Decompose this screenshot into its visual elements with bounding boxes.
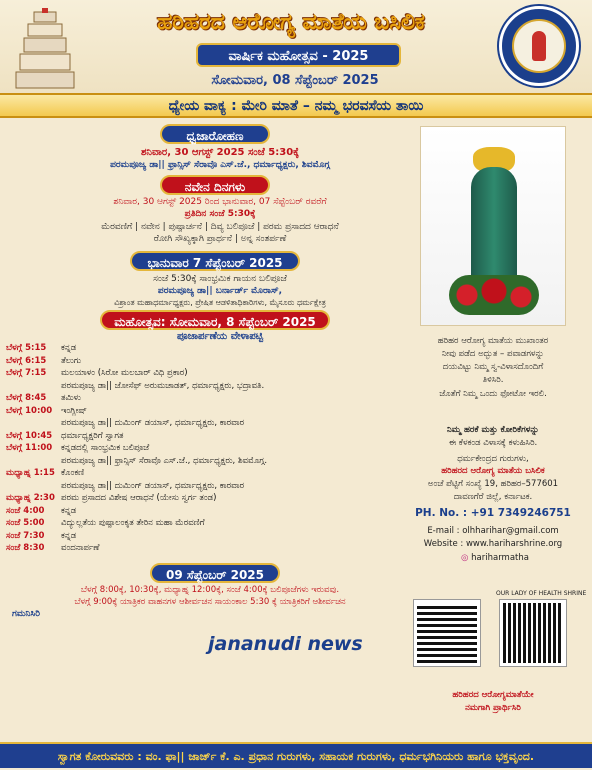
festival-label: ವಾರ್ಷಿಕ ಮಹೋತ್ಸವ - 2025 [196, 43, 401, 67]
sep9-masses: ಬೆಳಗ್ಗೆ 8:00ಕ್ಕೆ, 10:30ಕ್ಕೆ, ಮಧ್ಯಾಹ್ನ 12:00ಕ್ಕೆ, ಸಂಜೆ 4:00ಕ್ಕೆ ಬಲಿಪೂಜೆಗಳು ಇರುವವು. [80, 585, 340, 595]
caption-line-5: ಜೊತೆಗೆ ನಿಮ್ಮ ಒಂದು ಫೋಟೋ ಇರಲಿ. [439, 389, 547, 399]
footer-banner: ಸ್ವಾಗತ ಕೋರುವವರು : ವಂ. ಫಾ|| ಜಾರ್ಜ್ ಕೆ. ಎ. ಪ್ರಧಾನ ಗುರುಗಳು, ಸಹಾಯಕ ಗುರುಗಳು, ಧರ್ಮಭಗಿನಿಯರು ಹಾಗೂ ಭಕ್ತವೃಂದ. [0, 742, 592, 768]
schedule-time: ಸಂಜೆ 4:00 [6, 505, 45, 516]
schedule-description: ಕನ್ನಡ [61, 343, 77, 353]
email-link[interactable]: E-mail : olhharihar@gmail.com [427, 526, 559, 536]
page-title: ಹರಿಹರದ ಆರೋಗ್ಯ ಮಾತೆಯ ಬಸಿಲಿಕ [157, 10, 425, 35]
schedule-time: ಸಂಜೆ 7:30 [6, 530, 45, 541]
caption-line-2: ನೀವು ಪಡೆದ ಅದ್ಭುತ – ಪವಾಡಗಳನ್ನು [441, 349, 545, 359]
schedule-time: ಮಧ್ಯಾಹ್ನ 1:15 [6, 468, 55, 478]
schedule-description: ಧರ್ಮಾಧ್ಯಕ್ಷರಿಗೆ ಸ್ವಾಗತ [61, 430, 124, 441]
schedule-time: ಬೆಳಗ್ಗೆ 5:15 [6, 343, 47, 353]
schedule-description: ಪರಮಪೂಜ್ಯ ಡಾ|| ದುಮಿಂಗ್ ಡಯಾಸ್, ಧರ್ಮಾಧ್ಯಕ್ಷರು, ಕಾರವಾರ [61, 418, 245, 428]
sep9-blessings: ಬೆಳಗ್ಗೆ 9:00ಕ್ಕೆ ಯಾತ್ರಿಕರ ವಾಹನಗಳ ಆಶೀರ್ವಚನ ಸಾಯಂಕಾಲ 5:30 ಕ್ಕೆ ಯಾತ್ರಿಕರಿಗೆ ಆಶೀರ್ವಚನ [74, 597, 346, 607]
schedule-time: ಬೆಳಗ್ಗೆ 6:15 [6, 355, 47, 366]
address-line-4: ದಾವಣಗೆರೆ ಜಿಲ್ಲೆ, ಕರ್ನಾಟಕ. [453, 492, 533, 502]
flag-hoisting-heading: ಧ್ವಜಾರೋಹಣ [160, 124, 270, 144]
qr-label: OUR LADY OF HEALTH SHRINE [496, 590, 587, 597]
schedule-description: ಪರಮ ಪ್ರಸಾದದ ವಿಶೇಷ ಆರಾಧನೆ (ಯೇಸು ಸ್ವರ್ಗ ತಂಡ) [61, 493, 217, 503]
schedule-description: ಇಂಗ್ಲೀಷ್ [61, 405, 87, 416]
notes-heading: ಗಮನಿಸಿರಿ [12, 609, 40, 619]
schedule-time: ಬೆಳಗ್ಗೆ 10:45 [6, 430, 53, 441]
instagram-handle[interactable] [430, 553, 560, 563]
schedule-time: ಬೆಳಗ್ಗೆ 7:15 [6, 368, 47, 378]
novena-prayers: ರೋಗಿ ಸೌಖ್ಯಕ್ಕಾಗಿ ಪ್ರಾರ್ಥನೆ | ಅನ್ನ ಸಂತರ್ಪಣೆ [153, 234, 287, 244]
sunday-mass: ಸಂಜೆ 5:30ಕ್ಕೆ ಸಾಂಭ್ರಮಿಕ ಗಾಯನ ಬಲಿಪೂಜೆ [153, 274, 287, 284]
address-line-2: ಹರಿಹರದ ಆರೋಗ್ಯ ಮಾತೆಯ ಬಸಿಲಿಕ [441, 466, 545, 476]
website-link[interactable]: Website : www.hariharshrine.org [423, 539, 563, 549]
basilica-tower-icon [14, 8, 76, 90]
flag-date: ಶನಿವಾರ, 30 ಆಗಸ್ಟ್ 2025 ಸಂಜೆ 5:30ಕ್ಕೆ [140, 147, 300, 158]
schedule-description: ಪರಮಪೂಜ್ಯ ಡಾ|| ದುಮಿಂಗ್ ಡಯಾಸ್, ಧರ್ಮಾಧ್ಯಕ್ಷರು, ಕಾರವಾರ [61, 480, 245, 491]
motto-banner: ಧ್ಯೇಯ ವಾಕ್ಯ : ಮೇರಿ ಮಾತೆ – ನಮ್ಮ ಭರವಸೆಯ ತಾಯಿ [0, 93, 592, 118]
novena-time: ಪ್ರತಿದಿನ ಸಂಜೆ 5:30ಕ್ಕೆ [184, 209, 256, 219]
schedule-description: ಕನ್ನಡ [61, 530, 77, 541]
header [0, 0, 592, 93]
caption-line-4: ತಿಳಿಸಿರಿ. [482, 375, 504, 385]
novena-dates: ಶನಿವಾರ, 30 ಆಗಸ್ಟ್ 2025 ರಿಂದ ಭಾನುವಾರ, 07 ಸೆಪ್ಟೆಂಬರ್ ರವರೆಗೆ [113, 197, 327, 207]
prayer-line-2: ನಮಗಾಗಿ ಪ್ರಾರ್ಥಿಸಿರಿ [465, 703, 521, 713]
offering-line-2: ಈ ಕೆಳಕಂಡ ವಿಳಾಸಕ್ಕೆ ಕಳುಹಿಸಿರಿ. [448, 438, 538, 448]
caption-line-1: ಹರಿಹರ ಆರೋಗ್ಯ ಮಾತೆಯ ಮುಖಾಂತರ [437, 336, 549, 346]
qr-code-2[interactable] [500, 600, 566, 666]
sunday-celebrant-title: ವಿಶ್ರಾಂತ ಮಹಾಧರ್ಮಾಧ್ಯಕ್ಷರು, ಪ್ರೇಷಿತ ಆಡಳಿತಾಧಿಕಾರಿಗಳು, ಮೈಸೂರು ಧರ್ಮಕ್ಷೇತ್ರ [114, 298, 326, 307]
schedule-time: ಬೆಳಗ್ಗೆ 10:00 [6, 405, 53, 416]
main-date: ಸೋಮವಾರ, 08 ಸೆಪ್ಟೆಂಬರ್ 2025 [211, 73, 379, 88]
address-line-1: ಧರ್ಮಕೇಂದ್ರದ ಗುರುಗಳು, [457, 454, 529, 464]
qr-code-1[interactable] [414, 600, 480, 666]
schedule-time: ಬೆಳಗ್ಗೆ 11:00 [6, 443, 53, 453]
instagram-label: hariharmatha [471, 553, 529, 563]
schedule-description: ತಮಿಳು [61, 393, 81, 403]
sunday-heading: ಭಾನುವಾರ 7 ಸೆಪ್ಟೆಂಬರ್ 2025 [130, 251, 300, 271]
caption-line-3: ದಯವಿಟ್ಟು ನಿಮ್ಮ ಸ್ವ-ವಿಳಾಸದೊಂದಿಗೆ [442, 362, 544, 372]
novena-heading: ನವೇನ ದಿನಗಳು [160, 175, 270, 195]
schedule-description: ಕನ್ನಡ [61, 505, 77, 516]
sep9-heading: 09 ಸೆಪ್ಟೆಂಬರ್ 2025 [150, 563, 280, 583]
address-line-3: ಅಂಚೆ ಪೆಟ್ಟಿಗೆ ಸಂಖ್ಯೆ 19, ಹರಿಹರ–577601 [427, 479, 559, 489]
schedule-description: ಪರಮಪೂಜ್ಯ ಡಾ|| ಫ್ರಾನ್ಸಿಸ್ ಸೆರಾವೊ ಎಸ್.ಜೆ., ಧರ್ಮಾಧ್ಯಕ್ಷರು, ಶಿವಮೊಗ್ಗ. [61, 455, 268, 466]
schedule-description: ವಂದನಾರ್ಪಣೆ [61, 543, 100, 553]
schedule-description: ಪರಮಪೂಜ್ಯ ಡಾ|| ಜೋಸೆಫ್ ಅರುಮಚಾಡತ್, ಧರ್ಮಾಧ್ಯಕ್ಷರು, ಭದ್ರಾವತಿ. [61, 380, 265, 391]
instagram-icon: ◎ [461, 553, 472, 563]
mother-mary-photo [420, 126, 566, 326]
basilica-seal-icon [499, 6, 579, 86]
schedule-description: ವಿದ್ಯುಲ್ಲತೆಯ ಪುಷ್ಪಾಲಂಕೃತ ತೇರಿನ ಮಹಾ ಮೆರವಣಿಗೆ [61, 518, 205, 528]
flag-celebrant: ಪರಮಪೂಜ್ಯ ಡಾ|| ಫ್ರಾನ್ಸಿಸ್ ಸೆರಾವೊ ಎಸ್.ಜೆ., ಧರ್ಮಾಧ್ಯಕ್ಷರು, ಶಿವಮೊಗ್ಗ [110, 160, 330, 170]
feast-heading: ಮಹೋತ್ಸವ: ಸೋಮವಾರ, 8 ಸೆಪ್ಟೆಂಬರ್ 2025 [100, 310, 330, 330]
watermark: jananudi news [208, 633, 363, 655]
roses-icon [449, 275, 539, 315]
schedule-time: ಸಂಜೆ 5:00 [6, 518, 45, 528]
schedule-time: ಮಧ್ಯಾಹ್ನ 2:30 [6, 493, 55, 503]
schedule-description: ಕೊಂಕಣಿ [61, 468, 85, 478]
offering-line-1: ನಿಮ್ಮ ಹರಕೆ ಮತ್ತು ಕೋರಿಕೆಗಳನ್ನು [447, 425, 539, 435]
novena-programme: ಮೆರವಣಿಗೆ | ನವೇನ | ಪುಷ್ಪಾರ್ಚನೆ | ದಿವ್ಯ ಬಲಿಪೂಜೆ | ಪರಮ ಪ್ರಸಾದದ ಆರಾಧನೆ [101, 222, 339, 232]
phone-number: PH. No. : +91 7349246751 [415, 507, 571, 519]
schedule-description: ಕನ್ನಡದಲ್ಲಿ ಸಾಂಭ್ರಮಿಕ ಬಲಿಪೂಜೆ [61, 443, 150, 453]
prayer-line-1: ಹರಿಹರದ ಆರೋಗ್ಯಮಾತೆಯೇ [452, 690, 534, 700]
schedule-subheading: ಪೂಜಾರ್ಪಣೆಯ ವೇಳಾಪಟ್ಟಿ [176, 331, 264, 342]
schedule-time: ಬೆಳಗ್ಗೆ 8:45 [6, 393, 47, 403]
schedule-description: ಮಲಯಾಳಂ (ಸಿರೋ ಮಲಬಾರ್ ವಿಧಿ ಪ್ರಕಾರ) [61, 368, 188, 378]
schedule-description: ತೆಲುಗು [61, 355, 82, 366]
schedule-time: ಸಂಜೆ 8:30 [6, 543, 45, 553]
sunday-celebrant: ಪರಮಪೂಜ್ಯ ಡಾ|| ಬರ್ನಾರ್ಡ್ ಮೊರಾಸ್, [157, 286, 283, 296]
